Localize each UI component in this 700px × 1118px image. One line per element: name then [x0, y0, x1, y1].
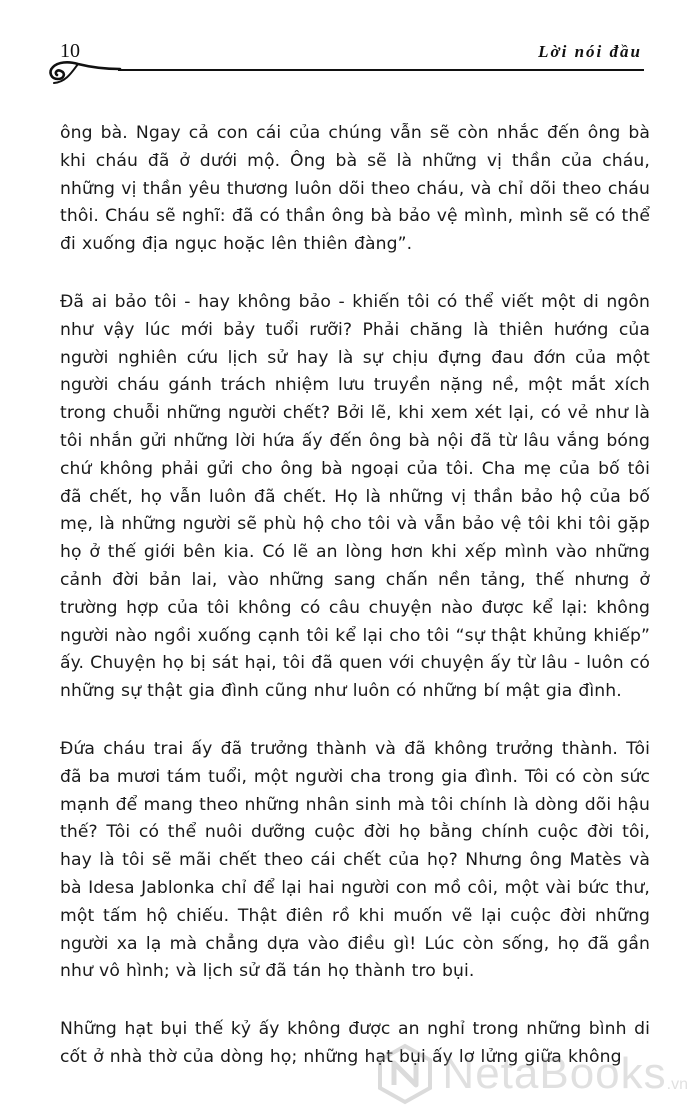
paragraph: Những hạt bụi thế kỷ ấy không được an nghỉ trong những bình di cốt ở nhà thờ của dòng họ; những hạt bụi ấy lơ lửng giữa không [60, 1019, 650, 1067]
watermark-suffix: .vn [666, 1076, 688, 1093]
running-title: Lời nói đầu [538, 42, 642, 61]
scroll-ornament-icon [42, 58, 122, 88]
paragraph: Đã ai bảo tôi - hay không bảo - khiến tôi có thể viết một di ngôn như vậy lúc mới bảy tuổi rưỡi? Phải chăng là thiên hướng của người nghiên cứu lịch sử hay là sự chịu đựng đau đớn của một người cháu gánh trách nhiệm lưu truyền nặng nề, một mắt xích trong chuỗi những người chết? Bởi lẽ, khi xem xét lại, có vẻ như là tôi nhắn gửi những lời hứa ấy đến ông bà nội đã từ lâu vắng bóng chứ không phải gửi cho ông bà ngoại của tôi. Cha mẹ của bố tôi đã chết, họ vẫn luôn đã chết. Họ là những vị thần bảo hộ của bố mẹ, là những người sẽ phù hộ cho tôi và vẫn bảo vệ tôi khi tôi gặp họ ở thế giới bên kia. Có lẽ an lòng hơn khi xếp mình vào những cảnh đời bản lai, vào những sang chấn nền tảng, thế nhưng ở trường hợp của tôi không có câu chuyện nào được kể lại: không người nào ngồi xuống cạnh tôi kể lại cho tôi “sự thật khủng khiếp” ấy. Chuyện họ bị sát hại, tôi đã quen với chuyện ấy từ lâu - luôn có những sự thật gia đình cũng như luôn có những bí mật gia đình. [60, 291, 650, 702]
watermark-brand: NetaBooks [442, 1049, 667, 1098]
body-text [60, 120, 650, 1102]
netabooks-logo-icon [374, 1043, 436, 1105]
page-number: 10 [60, 40, 80, 62]
header-rule [118, 69, 644, 71]
watermark [374, 1038, 688, 1110]
paragraph: Đứa cháu trai ấy đã trưởng thành và đã không trưởng thành. Tôi đã ba mươi tám tuổi, một người cha trong gia đình. Tôi có còn sức mạnh để mang theo những nhân sinh mà tôi chính là dòng dõi hậu thế? Tôi có thể nuôi dưỡng cuộc đời họ bằng chính cuộc đời tôi, hay là tôi sẽ mãi chết theo cái chết của họ? Nhưng ông Matès và bà Idesa Jablonka chỉ để lại hai người con mồ côi, một vài bức thư, một tấm hộ chiếu. Thật điên rồ khi muốn vẽ lại cuộc đời những người xa lạ mà chẳng dựa vào điều gì! Lúc còn sống, họ đã gần như vô hình; và lịch sử đã tán họ thành tro bụi. [60, 738, 650, 982]
paragraph: ông bà. Ngay cả con cái của chúng vẫn sẽ còn nhắc đến ông bà khi cháu đã ở dưới mộ. Ông bà sẽ là những vị thần của cháu, những vị thần yêu thương luôn dõi theo cháu, và chỉ dõi theo cháu thôi. Cháu sẽ nghĩ: đã có thần ông bà bảo vệ mình, mình sẽ có thể đi xuống địa ngục hoặc lên thiên đàng”. [60, 123, 650, 255]
